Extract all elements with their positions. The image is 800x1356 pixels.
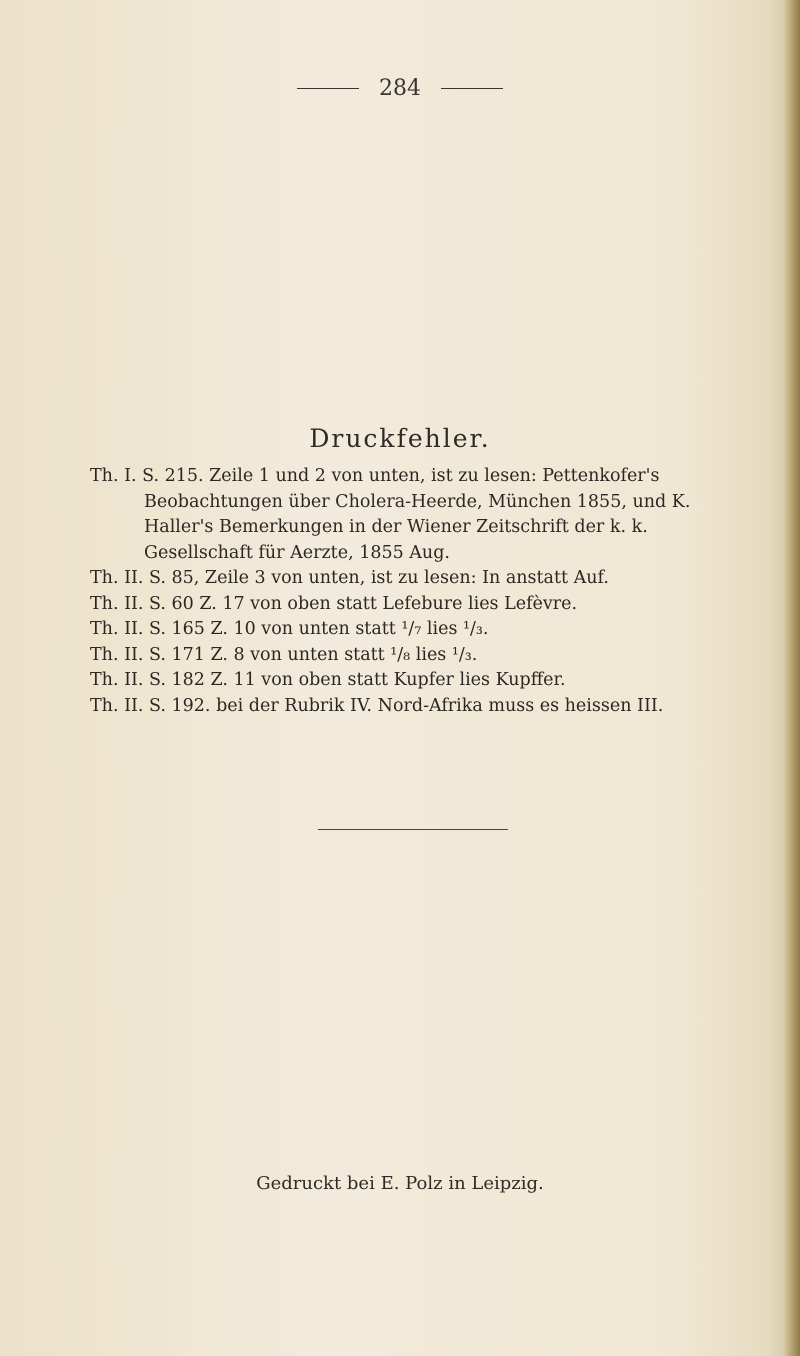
errata-ref: Th. II. S. 171 xyxy=(90,644,205,665)
errata-entry xyxy=(90,617,750,643)
errata-ref: Th. II. S. 60 xyxy=(90,593,194,614)
section-divider xyxy=(318,829,508,830)
errata-entry xyxy=(90,643,750,669)
errata-entry xyxy=(90,566,750,592)
errata-text: Z. 10 von unten statt ¹/₇ lies ¹/₃. xyxy=(210,619,489,639)
errata-entry xyxy=(90,668,750,694)
errata-ref: Th. II. S. 165 xyxy=(90,619,205,639)
errata-text: bei der Rubrik IV. Nord-Afrika muss es heissen III. xyxy=(216,695,664,716)
page-title: Druckfehler. xyxy=(309,424,491,453)
errata-text: Zeile 3 von unten, ist zu lesen: In anstatt Auf. xyxy=(204,568,609,588)
errata-ref: Th. II. S. 192. xyxy=(90,695,211,716)
errata-entry xyxy=(90,464,750,566)
errata-ref: Th. II. S. 182 xyxy=(90,670,205,690)
errata-entry xyxy=(90,592,750,618)
header-rule-right xyxy=(441,88,503,89)
errata-ref: Th. I. S. 215. xyxy=(90,466,204,486)
errata-ref: Th. II. S. 85, xyxy=(90,568,200,588)
errata-list xyxy=(90,464,750,719)
page-edge xyxy=(784,0,800,1356)
printer-imprint: Gedruckt bei E. Polz in Leipzig. xyxy=(256,1173,544,1194)
errata-text: Z. 17 von oben statt Lefebure lies Lefèvre. xyxy=(199,593,578,614)
errata-entry xyxy=(90,694,750,720)
errata-text: Zeile 1 und 2 von unten, ist zu lesen: Pettenkofer's Beobachtungen über Cholera-Heerde, München 1855, und K. Haller's Bemerkungen in der Wiener Zeitschrift der k. k. Gesellschaft für Aerzte, 1855 Aug. xyxy=(144,466,691,563)
page-number: 284 xyxy=(379,76,421,101)
errata-text: Z. 8 von unten statt ¹/₈ lies ¹/₃. xyxy=(210,644,478,665)
header-rule-left xyxy=(297,88,359,89)
page-header xyxy=(0,76,800,101)
errata-text: Z. 11 von oben statt Kupfer lies Kupffer. xyxy=(210,670,566,690)
